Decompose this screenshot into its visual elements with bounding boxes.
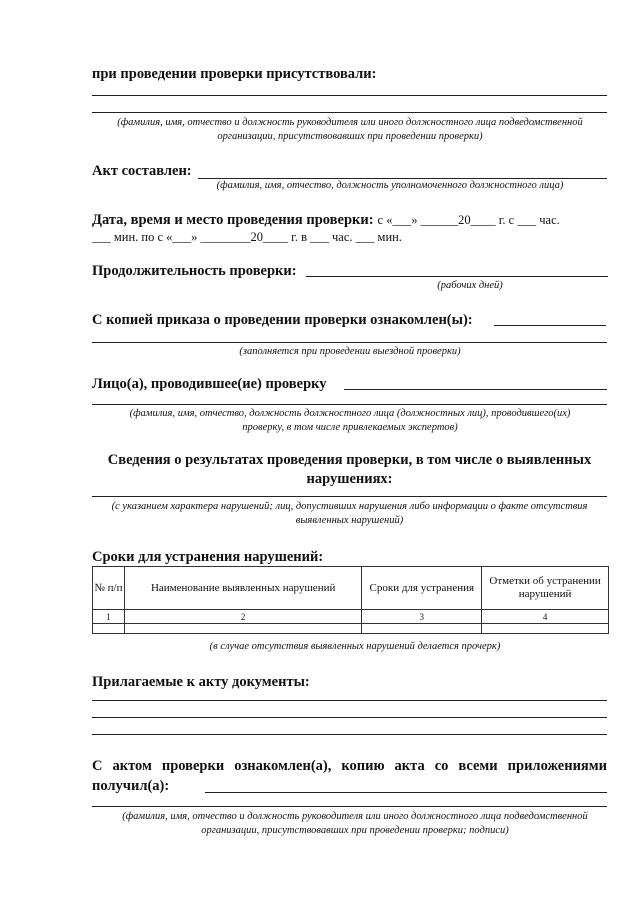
datetime-label: Дата, время и место проведения проверки: [92,212,374,228]
column-header-deadlines: Сроки для устранения [362,567,482,610]
deadlines-caption: (в случае отсутствия выявленных нарушений делается прочерк) [209,641,501,652]
table-cell[interactable] [362,624,482,634]
datetime-fill-1[interactable]: с «___» ______20____ г. с ___ час. [377,213,560,227]
column-number-3: 3 [362,610,482,624]
acknowledged-fill-line-2[interactable] [92,806,607,807]
order-label: С копией приказа о проведении проверки ознакомлен(ы): [92,312,473,328]
attachments-heading: Прилагаемые к акту документы: [92,674,310,690]
duration-label: Продолжительность проверки: [92,263,297,279]
duration-fill-line[interactable] [306,276,608,277]
violations-table [92,566,609,634]
table-header-row [93,567,609,610]
attachments-line-2[interactable] [92,717,607,718]
table-cell[interactable] [93,624,125,634]
inspectors-caption: (фамилия, имя, отчество, должность должностного лица (должностных лиц), проводившего(их) проверку, в том числе привлекаемых экспертов) [129,408,571,433]
acknowledged-text: С актом проверки ознакомлен(а), копию акта со всеми приложениями получил(а): [92,758,607,794]
datetime-fill-2[interactable]: ___ мин. по с «___» ________20____ г. в ___ час. ___ мин. [92,230,402,244]
table-cell[interactable] [482,624,609,634]
duration-caption: (рабочих дней) [437,280,503,291]
inspectors-fill-line-1[interactable] [344,389,607,390]
present-label: при проведении проверки присутствовали: [92,66,377,82]
order-fill-line-1[interactable] [494,325,606,326]
column-number-4: 4 [482,610,609,624]
order-fill-line-2[interactable] [92,342,607,343]
inspectors-fill-line-2[interactable] [92,404,607,405]
acknowledged-fill-line-1[interactable] [205,792,607,793]
column-number-1: 1 [93,610,125,624]
compiled-label: Акт составлен: [92,163,192,179]
order-caption: (заполняется при проведении выездной проверки) [239,346,461,357]
inspectors-label: Лицо(а), проводившее(ие) проверку [92,376,327,392]
results-caption: (с указанием характера нарушений; лиц, допустивших нарушения либо информации о факте отсутствия выявленных нарушений) [111,501,588,526]
attachments-line-1[interactable] [92,700,607,701]
table-row[interactable] [93,624,609,634]
column-header-marks: Отметки об устранении нарушений [482,567,609,610]
present-caption: (фамилия, имя, отчество и должность руководителя или иного должностного лица подведомственной организации, присутствовавших при проведении проверки) [117,117,583,142]
results-fill-line[interactable] [92,496,607,497]
column-header-violations: Наименование выявленных нарушений [124,567,361,610]
deadlines-heading: Сроки для устранения нарушений: [92,549,324,565]
present-fill-line-1[interactable] [92,95,607,96]
attachments-line-3[interactable] [92,734,607,735]
column-header-number: № п/п [93,567,125,610]
table-cell[interactable] [124,624,361,634]
column-number-2: 2 [124,610,361,624]
present-fill-line-2[interactable] [92,112,607,113]
datetime-line-1 [92,211,560,229]
results-heading: Сведения о результатах проведения проверки, в том числе о выявленных нарушениях: [107,452,592,487]
acknowledged-caption: (фамилия, имя, отчество и должность руководителя или иного должностного лица подведомственной организации, присутствовавших при проведении проверки; подписи) [122,811,588,836]
table-number-row [93,610,609,624]
compiled-caption: (фамилия, имя, отчество, должность уполномоченного должностного лица) [216,180,564,191]
